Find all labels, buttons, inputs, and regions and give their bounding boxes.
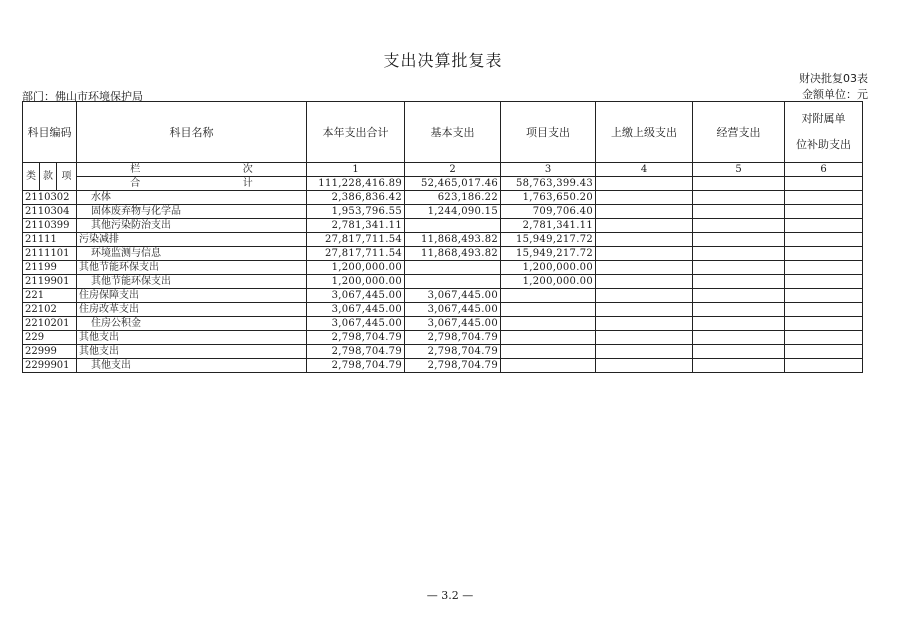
row-basic xyxy=(405,261,501,275)
table-row xyxy=(23,261,863,275)
row-name: 住房保障支出 xyxy=(77,289,307,303)
row-project xyxy=(501,317,596,331)
row-upper xyxy=(596,359,693,373)
header-kuan: 款 xyxy=(40,163,57,191)
row-basic: 11,868,493.82 xyxy=(405,233,501,247)
row-subsidy xyxy=(785,247,863,261)
row-project: 1,200,000.00 xyxy=(501,261,596,275)
ji-char: 计 xyxy=(242,178,253,189)
row-name: 其他支出 xyxy=(77,331,307,345)
row-subsidy xyxy=(785,191,863,205)
row-total: 3,067,445.00 xyxy=(307,317,405,331)
department-label: 部门：佛山市环境保护局 xyxy=(22,90,143,103)
row-subsidy xyxy=(785,331,863,345)
header-xiang: 项 xyxy=(57,163,77,191)
row-business xyxy=(693,219,785,233)
row-total: 2,386,836.42 xyxy=(307,191,405,205)
sum-business xyxy=(693,177,785,191)
row-subsidy xyxy=(785,275,863,289)
row-basic: 2,798,704.79 xyxy=(405,345,501,359)
row-project: 1,763,650.20 xyxy=(501,191,596,205)
row-project xyxy=(501,345,596,359)
col-number: 1 xyxy=(307,163,405,177)
row-name: 其他污染防治支出 xyxy=(77,219,307,233)
row-total: 27,817,711.54 xyxy=(307,247,405,261)
row-basic: 3,067,445.00 xyxy=(405,303,501,317)
row-upper xyxy=(596,261,693,275)
header-subsidy xyxy=(785,102,863,163)
row-project xyxy=(501,289,596,303)
row-name: 其他支出 xyxy=(77,359,307,373)
row-upper xyxy=(596,233,693,247)
header-subsidy-line2: 位补助支出 xyxy=(796,138,852,151)
row-total: 2,798,704.79 xyxy=(307,331,405,345)
row-total: 3,067,445.00 xyxy=(307,289,405,303)
header-code: 科目编码 xyxy=(23,102,77,163)
row-code: 2111101 xyxy=(23,247,77,261)
row-total: 1,200,000.00 xyxy=(307,261,405,275)
row-business xyxy=(693,275,785,289)
row-total: 3,067,445.00 xyxy=(307,303,405,317)
row-basic xyxy=(405,219,501,233)
row-subsidy xyxy=(785,303,863,317)
row-project xyxy=(501,331,596,345)
table-row xyxy=(23,289,863,303)
row-project: 709,706.40 xyxy=(501,205,596,219)
row-code: 2210201 xyxy=(23,317,77,331)
row-upper xyxy=(596,219,693,233)
header-basic: 基本支出 xyxy=(405,102,501,163)
row-business xyxy=(693,191,785,205)
row-business xyxy=(693,303,785,317)
sum-project: 58,763,399.43 xyxy=(501,177,596,191)
sum-row xyxy=(23,177,863,191)
row-project: 15,949,217.72 xyxy=(501,247,596,261)
row-name: 其他节能环保支出 xyxy=(77,275,307,289)
col-number: 4 xyxy=(596,163,693,177)
table-row xyxy=(23,303,863,317)
row-total: 1,953,796.55 xyxy=(307,205,405,219)
row-code: 22999 xyxy=(23,345,77,359)
row-name: 环境监测与信息 xyxy=(77,247,307,261)
table-row xyxy=(23,317,863,331)
row-code: 2110399 xyxy=(23,219,77,233)
row-code: 22102 xyxy=(23,303,77,317)
table-row xyxy=(23,275,863,289)
row-code: 2110304 xyxy=(23,205,77,219)
header-subsidy-line1: 对附属单 xyxy=(801,112,846,125)
lan-ci-label xyxy=(77,163,307,177)
table-row xyxy=(23,359,863,373)
table-row xyxy=(23,233,863,247)
row-basic xyxy=(405,275,501,289)
row-name: 污染减排 xyxy=(77,233,307,247)
row-upper xyxy=(596,331,693,345)
row-upper xyxy=(596,303,693,317)
row-project: 2,781,341.11 xyxy=(501,219,596,233)
row-name: 其他节能环保支出 xyxy=(77,261,307,275)
row-subsidy xyxy=(785,261,863,275)
row-project: 1,200,000.00 xyxy=(501,275,596,289)
row-subsidy xyxy=(785,233,863,247)
row-basic: 2,798,704.79 xyxy=(405,359,501,373)
table-row xyxy=(23,331,863,345)
row-upper xyxy=(596,191,693,205)
row-business xyxy=(693,233,785,247)
row-project xyxy=(501,303,596,317)
row-subsidy xyxy=(785,359,863,373)
row-total: 2,798,704.79 xyxy=(307,345,405,359)
expenditure-table xyxy=(22,101,863,373)
sum-total: 111,228,416.89 xyxy=(307,177,405,191)
form-code: 财决批复03表 xyxy=(799,72,868,85)
header-name: 科目名称 xyxy=(77,102,307,163)
page-number: — 3.2 — xyxy=(426,589,474,602)
row-basic: 3,067,445.00 xyxy=(405,289,501,303)
row-subsidy xyxy=(785,317,863,331)
row-name: 水体 xyxy=(77,191,307,205)
row-code: 2110302 xyxy=(23,191,77,205)
row-subsidy xyxy=(785,205,863,219)
table-row xyxy=(23,247,863,261)
row-business xyxy=(693,261,785,275)
row-basic: 623,186.22 xyxy=(405,191,501,205)
row-name: 住房改革支出 xyxy=(77,303,307,317)
page-title: 支出决算批复表 xyxy=(383,51,503,70)
table-row xyxy=(23,205,863,219)
lan-char: 栏 xyxy=(130,164,141,175)
row-total: 2,781,341.11 xyxy=(307,219,405,233)
header-upper: 上缴上级支出 xyxy=(596,102,693,163)
header-project: 项目支出 xyxy=(501,102,596,163)
ci-char: 次 xyxy=(242,164,253,175)
row-upper xyxy=(596,345,693,359)
row-business xyxy=(693,331,785,345)
row-code: 229 xyxy=(23,331,77,345)
row-upper xyxy=(596,205,693,219)
row-total: 2,798,704.79 xyxy=(307,359,405,373)
row-name: 住房公积金 xyxy=(77,317,307,331)
row-business xyxy=(693,317,785,331)
sum-subsidy xyxy=(785,177,863,191)
header-lei: 类 xyxy=(23,163,40,191)
amount-unit: 金额单位：元 xyxy=(802,88,868,101)
col-number: 3 xyxy=(501,163,596,177)
row-basic: 3,067,445.00 xyxy=(405,317,501,331)
row-subsidy xyxy=(785,289,863,303)
col-number: 2 xyxy=(405,163,501,177)
row-project xyxy=(501,359,596,373)
table-row xyxy=(23,191,863,205)
row-project: 15,949,217.72 xyxy=(501,233,596,247)
row-code: 21199 xyxy=(23,261,77,275)
row-code: 21111 xyxy=(23,233,77,247)
sum-upper xyxy=(596,177,693,191)
row-basic: 11,868,493.82 xyxy=(405,247,501,261)
sum-basic: 52,465,017.46 xyxy=(405,177,501,191)
header-row xyxy=(23,102,863,163)
row-business xyxy=(693,345,785,359)
row-business xyxy=(693,289,785,303)
row-name: 固体废弃物与化学品 xyxy=(77,205,307,219)
row-upper xyxy=(596,289,693,303)
row-business xyxy=(693,359,785,373)
row-name: 其他支出 xyxy=(77,345,307,359)
row-business xyxy=(693,247,785,261)
row-basic: 2,798,704.79 xyxy=(405,331,501,345)
row-upper xyxy=(596,247,693,261)
row-code: 2299901 xyxy=(23,359,77,373)
sum-label xyxy=(77,177,307,191)
table-row xyxy=(23,219,863,233)
row-code: 221 xyxy=(23,289,77,303)
col-number: 5 xyxy=(693,163,785,177)
row-upper xyxy=(596,275,693,289)
row-basic: 1,244,090.15 xyxy=(405,205,501,219)
row-total: 27,817,711.54 xyxy=(307,233,405,247)
row-total: 1,200,000.00 xyxy=(307,275,405,289)
he-char: 合 xyxy=(130,178,141,189)
col-number: 6 xyxy=(785,163,863,177)
header-business: 经营支出 xyxy=(693,102,785,163)
row-subsidy xyxy=(785,345,863,359)
row-subsidy xyxy=(785,219,863,233)
header-total: 本年支出合计 xyxy=(307,102,405,163)
row-business xyxy=(693,205,785,219)
row-code: 2119901 xyxy=(23,275,77,289)
column-number-row xyxy=(23,163,863,177)
row-upper xyxy=(596,317,693,331)
table-row xyxy=(23,345,863,359)
